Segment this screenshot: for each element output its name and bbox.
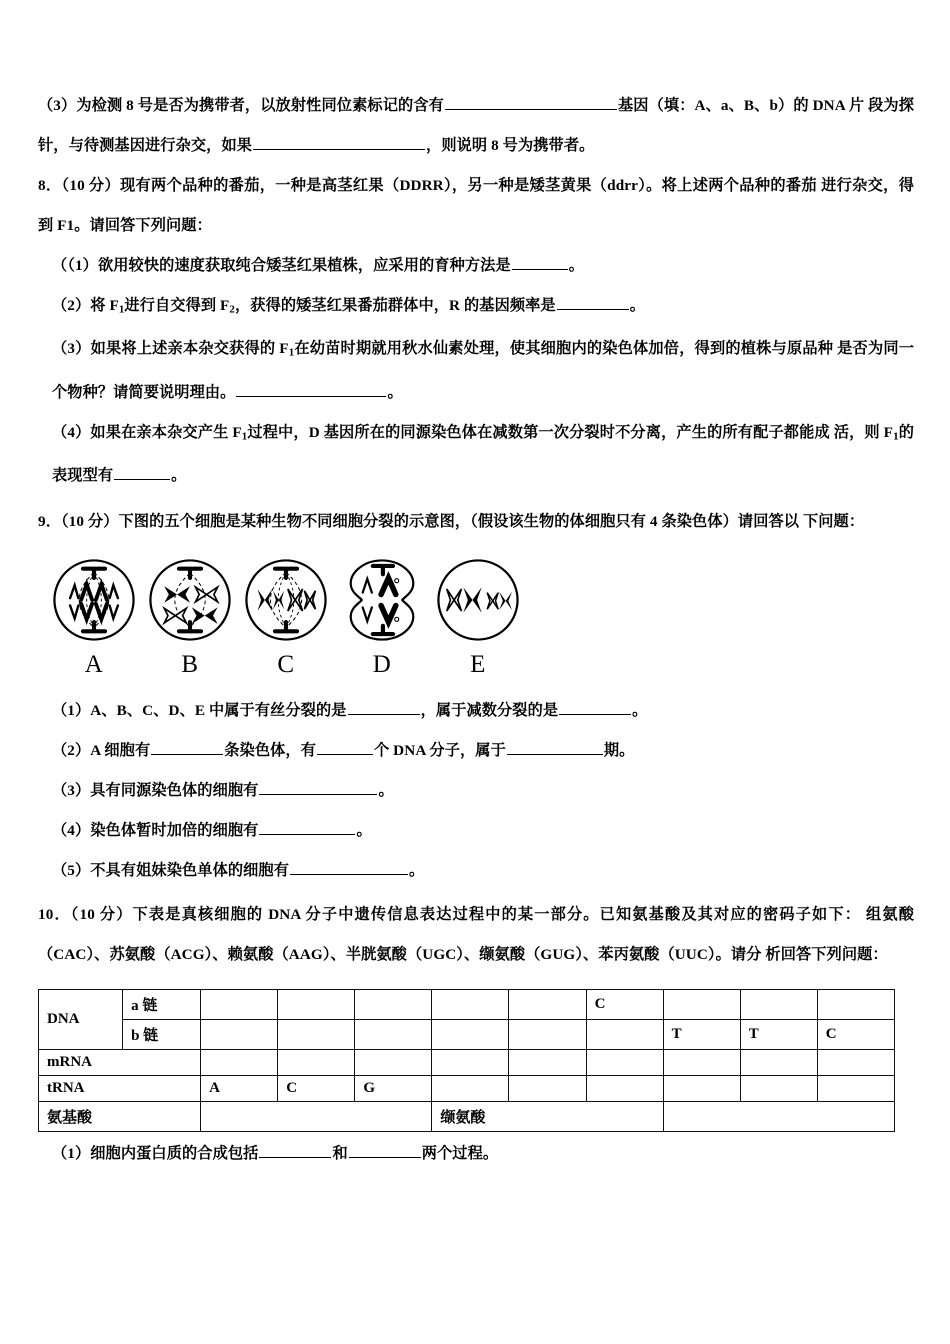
cell-c-svg [240, 554, 332, 646]
cell-m7[interactable] [663, 1050, 740, 1076]
cell-aa2[interactable]: 缬氨酸 [432, 1102, 663, 1132]
q8-item4-line2-b: 的表现型有 [52, 423, 914, 485]
cell-diagram-c [238, 554, 334, 677]
q7-p3-line1-prefix: （3）为检测 8 号是否为携带者，以放射性同位素标记的含有 [38, 97, 444, 114]
row-label-dna: DNA [39, 990, 123, 1050]
q8-item3-sub: 1 [288, 346, 295, 359]
cell-t5[interactable] [509, 1076, 586, 1102]
q9-item3-b: 。 [378, 782, 394, 800]
q9-item2-b: 条染色体，有 [224, 742, 316, 760]
cell-label-e: E [470, 651, 486, 679]
q8-item2-sub-1: 1 [118, 303, 125, 316]
cell-a1[interactable] [201, 990, 278, 1020]
q8-item3-line2-a: 是否为同一个物种？请简要说明理由。 [52, 340, 915, 401]
q10-item1-c: 两个过程。 [421, 1145, 499, 1163]
cell-t6[interactable] [586, 1076, 663, 1102]
cell-m1[interactable] [201, 1050, 278, 1076]
q8-item4-sub-2: 1 [893, 430, 899, 443]
cell-division-figure [38, 554, 914, 677]
q8-score: （10 分） [61, 177, 120, 194]
cell-label-b: B [181, 651, 199, 679]
q10-item1-a: （1）细胞内蛋白质的合成包括 [52, 1145, 259, 1163]
q8-item2-text-c: ，获得的矮茎红果番茄群体中，R 的基因频率是 [235, 297, 556, 314]
question-9-item-2 [38, 731, 914, 771]
cell-m6[interactable] [586, 1050, 663, 1076]
question-9-item-3 [38, 771, 914, 811]
cell-t4[interactable] [432, 1076, 509, 1102]
answer-blank[interactable] [348, 700, 420, 715]
question-9-item-4 [38, 811, 914, 851]
cell-b3[interactable] [355, 1020, 432, 1050]
q7-p3-line2-prefix: 段为探针，与待测基因进行杂交，如果 [38, 97, 914, 154]
cell-diagram-b [142, 554, 238, 677]
q8-item4-line1-a: （4）如果在亲本杂交产生 F [52, 423, 242, 441]
q8-item2-text-a: （2）将 F [52, 297, 119, 314]
cell-b-svg [144, 554, 236, 646]
q8-stem-line1: 现有两个品种的番茄，一种是高茎红果（DDRR），另一种是矮茎黄果（ddrr）。将上述两个品种的番茄 [119, 177, 817, 194]
q10-number: 10． [38, 906, 71, 924]
table-row-mrna [39, 1050, 895, 1076]
cell-a6[interactable]: C [586, 990, 663, 1020]
cell-m4[interactable] [432, 1050, 509, 1076]
q8-item4-line1-b: 过程中，D 基因所在的同源染色体在减数第一次分裂时不分离，产生的所有配子都能成 [247, 423, 830, 441]
answer-blank[interactable] [507, 740, 603, 755]
cell-a2[interactable] [278, 990, 355, 1020]
question-8-item-2 [38, 286, 914, 329]
q8-item2-sub-2: 2 [229, 303, 235, 316]
row-label-trna: tRNA [39, 1076, 201, 1102]
question-9-stem [38, 502, 914, 542]
answer-blank[interactable] [512, 255, 568, 270]
cell-label-d: D [372, 651, 392, 679]
question-10-stem [38, 895, 914, 975]
q8-item4-line2-a: 活，则 F [833, 423, 894, 441]
q10-stem-line1: 下表是真核细胞的 DNA 分子中遗传信息表达过程中的某一部分。已知氨基酸及其对应的密码子如下： [132, 906, 862, 924]
cell-m2[interactable] [278, 1050, 355, 1076]
q9-item5-a: （5）不具有姐妹染色单体的细胞有 [52, 862, 290, 880]
answer-blank[interactable] [290, 860, 408, 875]
q9-item4-a: （4）染色体暂时加倍的细胞有 [52, 822, 259, 840]
cell-b2[interactable] [278, 1020, 355, 1050]
cell-t1[interactable]: A [201, 1076, 278, 1102]
cell-b4[interactable] [432, 1020, 509, 1050]
q9-item4-b: 。 [356, 822, 372, 840]
q9-item1-a: （1）A、B、C、D、E 中属于有丝分裂的是 [52, 702, 347, 720]
cell-m9[interactable] [817, 1050, 894, 1076]
cell-a9[interactable] [817, 990, 894, 1020]
q9-number: 9． [38, 513, 61, 531]
question-8-item-3 [38, 329, 914, 412]
q9-item2-d: 期。 [603, 742, 635, 760]
q7-p3-line2-suffix: ，则说明 8 号为携带者。 [426, 137, 595, 154]
question-9-item-1 [38, 691, 914, 731]
row-label-mrna: mRNA [39, 1050, 201, 1076]
q8-number: 8． [38, 177, 62, 194]
table-row-b-strand [39, 1020, 895, 1050]
sub-label-b-strand: b 链 [123, 1020, 201, 1050]
cell-a5[interactable] [509, 990, 586, 1020]
q9-stem-line2: 下问题： [802, 513, 865, 531]
q7-p3-line1-suffix: 基因（填：A、a、B、b）的 DNA 片 [617, 97, 865, 114]
q10-stem-line2: 组氨酸（CAC）、苏氨酸（ACG）、赖氨酸（AAG）、半胱氨酸（UGC）、缬氨酸（GUG）、苯丙氨酸（UUC）。请分 [38, 906, 914, 964]
cell-e-svg [432, 554, 524, 646]
question-9-item-5 [38, 851, 914, 891]
cell-b8[interactable]: T [740, 1020, 817, 1050]
cell-b1[interactable] [201, 1020, 278, 1050]
answer-blank[interactable] [259, 820, 355, 835]
cell-a4[interactable] [432, 990, 509, 1020]
q9-score: （10 分） [60, 513, 119, 531]
answer-blank[interactable] [259, 1143, 331, 1158]
q9-item1-b: ，属于减数分裂的是 [420, 702, 559, 720]
q8-item3-line1-a: （3）如果将上述亲本杂交获得的 F [52, 340, 289, 358]
question-10-item-1 [38, 1134, 914, 1174]
q9-item1-c: 。 [632, 702, 648, 720]
answer-blank[interactable] [317, 740, 373, 755]
cell-diagram-d [334, 554, 430, 677]
q10-item1-b: 和 [332, 1145, 348, 1163]
q8-item3-line1-b: 在幼苗时期就用秋水仙素处理，使其细胞内的染色体加倍，得到的植株与原品种 [294, 340, 834, 358]
cell-aa1[interactable] [201, 1102, 432, 1132]
answer-blank[interactable] [114, 465, 170, 480]
cell-t7[interactable] [663, 1076, 740, 1102]
cell-t9[interactable] [817, 1076, 894, 1102]
table-row-amino-acid [39, 1102, 895, 1132]
q8-stem-line2: 进行杂交，得到 F1。请回答下列问题： [38, 177, 915, 234]
answer-blank[interactable] [151, 740, 223, 755]
cell-b9[interactable]: C [817, 1020, 894, 1050]
q9-stem-line1: 下图的五个细胞是某种生物不同细胞分裂的示意图，（假设该生物的体细胞只有 4 条染色体）请回答以 [118, 513, 800, 531]
q8-item4-sub-1: 1 [241, 430, 248, 443]
sub-label-a-strand: a 链 [123, 990, 201, 1020]
q10-stem-line3: 析回答下列问题： [765, 946, 888, 964]
table-row-trna [39, 1076, 895, 1102]
q8-item1-end: 。 [568, 257, 585, 274]
q8-item1-text: （（1）欲用较快的速度获取纯合矮茎红果植株，应采用的育种方法是 [52, 257, 511, 274]
cell-diagram-e [430, 554, 526, 677]
question-8-item-4 [38, 413, 914, 496]
dna-expression-table [38, 989, 895, 1132]
question-7-part-3 [38, 86, 914, 166]
answer-blank[interactable] [236, 382, 386, 397]
answer-blank[interactable] [559, 700, 631, 715]
answer-blank[interactable] [445, 95, 617, 110]
q9-item2-c: 个 DNA 分子，属于 [374, 742, 506, 760]
row-label-amino-acid: 氨基酸 [39, 1102, 201, 1132]
cell-a8[interactable] [740, 990, 817, 1020]
cell-t8[interactable] [740, 1076, 817, 1102]
cell-t2[interactable]: C [278, 1076, 355, 1102]
cell-diagram-a [46, 554, 142, 677]
cell-t3[interactable]: G [355, 1076, 432, 1102]
question-8-stem [38, 166, 914, 246]
answer-blank[interactable] [259, 780, 377, 795]
cell-m8[interactable] [740, 1050, 817, 1076]
page-content [38, 86, 914, 1174]
cell-a7[interactable] [663, 990, 740, 1020]
q9-item2-a: （2）A 细胞有 [52, 742, 151, 760]
answer-blank[interactable] [253, 135, 425, 150]
q8-item2-end: 。 [629, 297, 646, 314]
cell-diagram-row [46, 554, 914, 677]
table-row-a-strand [39, 990, 895, 1020]
cell-label-c: C [277, 651, 295, 679]
cell-b5[interactable] [509, 1020, 586, 1050]
cell-m5[interactable] [509, 1050, 586, 1076]
question-8-item-1 [38, 246, 914, 286]
q8-item2-text-b: 进行自交得到 F [124, 297, 230, 314]
cell-m3[interactable] [355, 1050, 432, 1076]
cell-a3[interactable] [355, 990, 432, 1020]
answer-blank[interactable] [349, 1143, 421, 1158]
q8-item4-line2-c: 。 [171, 467, 187, 485]
cell-a-svg [48, 554, 140, 646]
cell-label-a: A [84, 651, 104, 679]
cell-b7[interactable]: T [663, 1020, 740, 1050]
cell-aa3[interactable] [663, 1102, 894, 1132]
answer-blank[interactable] [557, 295, 629, 310]
q8-item3-line2-b: 。 [387, 383, 403, 401]
cell-d-svg [336, 554, 428, 646]
cell-b6[interactable] [586, 1020, 663, 1050]
q9-item5-b: 。 [409, 862, 425, 880]
q9-item3-a: （3）具有同源染色体的细胞有 [52, 782, 259, 800]
q10-score: （10 分） [70, 906, 133, 924]
